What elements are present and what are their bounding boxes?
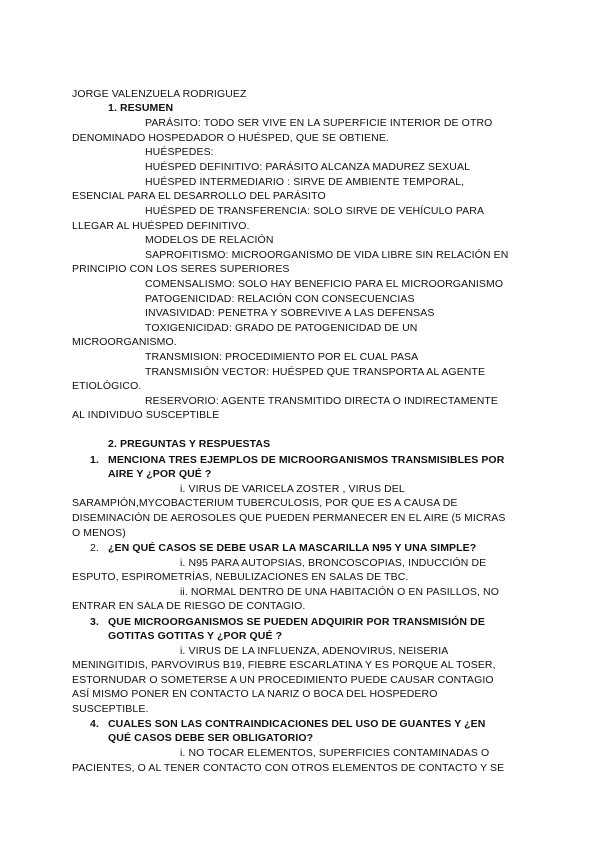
answer-line: ESPUTO, ESPIROMETRÍAS, NEBULIZACIONES EN SALAS DE TBC. <box>72 571 409 583</box>
question-text: CUALES SON LAS CONTRAINDICACIONES DEL USO DE GUANTES Y ¿EN <box>108 718 486 730</box>
answer-line: i. VIRUS DE LA INFLUENZA, ADENOVIRUS, NEISERIA <box>180 645 449 657</box>
question-text: QUÉ CASOS DEBE SER OBLIGATORIO? <box>108 732 314 744</box>
text-line: HUÉSPED DEFINITIVO: PARÁSITO ALCANZA MADUREZ SEXUAL <box>145 161 471 173</box>
answer-line: ii. NORMAL DENTRO DE UNA HABITACIÓN O EN PASILLOS, NO <box>180 586 499 598</box>
section-heading-preguntas: 2. PREGUNTAS Y RESPUESTAS <box>108 438 271 450</box>
question-text: GOTITAS GOTITAS Y ¿POR QUÉ ? <box>108 630 283 642</box>
answer-line: ASÍ MISMO PONER EN CONTACTO LA NARIZ O BOCA DEL HOSPEDERO <box>72 688 438 700</box>
answer-line: PACIENTES, O AL TENER CONTACTO CON OTROS ELEMENTOS DE CONTACTO Y SE <box>72 762 505 774</box>
author-name: JORGE VALENZUELA RODRIGUEZ <box>72 88 247 100</box>
question-number: 4. <box>90 718 99 730</box>
text-line: COMENSALISMO: SOLO HAY BENEFICIO PARA EL MICROORGANISMO <box>145 278 504 290</box>
question-text: ¿EN QUÉ CASOS SE DEBE USAR LA MASCARILLA N95 Y UNA SIMPLE? <box>108 542 477 554</box>
question-number: 1. <box>90 454 99 466</box>
text-line: ETIOLÓGICO. <box>72 380 142 392</box>
text-line: LLEGAR AL HUÉSPED DEFINITIVO. <box>72 220 250 232</box>
question-text: AIRE Y ¿POR QUÉ ? <box>108 468 212 480</box>
text-line: SAPROFITISMO: MICROORGANISMO DE VIDA LIBRE SIN RELACIÓN EN <box>145 249 509 261</box>
question-text: MENCIONA TRES EJEMPLOS DE MICROORGANISMOS TRANSMISIBLES POR <box>108 454 505 466</box>
question-text: QUE MICROORGANISMOS SE PUEDEN ADQUIRIR POR TRANSMISIÓN DE <box>108 616 485 628</box>
answer-line: ESTORNUDAR O SOMETERSE A UN PROCEDIMIENTO PUEDE CAUSAR CONTAGIO <box>72 674 494 686</box>
text-line: PRINCIPIO CON LOS SERES SUPERIORES <box>72 263 290 275</box>
question-number: 2. <box>90 542 99 554</box>
answer-line: ENTRAR EN SALA DE RIESGO DE CONTAGIO. <box>72 600 306 612</box>
answer-line: i. VIRUS DE VARICELA ZOSTER , VIRUS DEL <box>180 483 405 495</box>
text-line: TOXIGENICIDAD: GRADO DE PATOGENICIDAD DE UN <box>145 322 418 334</box>
answer-line: MENINGITIDIS, PARVOVIRUS B19, FIEBRE ESCARLATINA Y ES PORQUE AL TOSER, <box>72 659 496 671</box>
answer-line: i. N95 PARA AUTOPSIAS, BRONCOSCOPIAS, INDUCCIÓN DE <box>180 557 487 569</box>
text-line: MODELOS DE RELACIÓN <box>145 234 274 246</box>
text-line: AL INDIVIDUO SUSCEPTIBLE <box>72 409 220 421</box>
text-line: MICROORGANISMO. <box>72 336 177 348</box>
answer-line: SARAMPIÓN,MYCOBACTERIUM TUBERCULOSIS, POR QUE ES A CAUSA DE <box>72 497 458 509</box>
text-line: HUÉSPEDES: <box>145 146 214 158</box>
answer-line: i. NO TOCAR ELEMENTOS, SUPERFICIES CONTAMINADAS O <box>180 747 490 759</box>
text-line: RESERVORIO: AGENTE TRANSMITIDO DIRECTA O INDIRECTAMENTE <box>145 395 499 407</box>
text-line: ESENCIAL PARA EL DESARROLLO DEL PARÁSITO <box>72 190 326 202</box>
answer-line: O MENOS) <box>72 527 126 539</box>
text-line: HUÉSPED DE TRANSFERENCIA: SOLO SIRVE DE VEHÍCULO PARA <box>145 205 485 217</box>
answer-line: DISEMINACIÓN DE AEROSOLES QUE PUEDEN PERMANECER EN EL AIRE (5 MICRAS <box>72 512 506 524</box>
text-line: TRANSMISIÓN VECTOR: HUÉSPED QUE TRANSPORTA AL AGENTE <box>145 366 486 378</box>
text-line: DENOMINADO HOSPEDADOR O HUÉSPED, QUE SE OBTIENE. <box>72 132 389 144</box>
text-line: TRANSMISION: PROCEDIMIENTO POR EL CUAL PASA <box>145 351 419 363</box>
text-line: PARÁSITO: TODO SER VIVE EN LA SUPERFICIE INTERIOR DE OTRO <box>145 117 493 129</box>
text-line: INVASIVIDAD: PENETRA Y SOBREVIVE A LAS DEFENSAS <box>145 307 435 319</box>
section-heading-resumen: 1. RESUMEN <box>108 102 174 114</box>
text-line: PATOGENICIDAD: RELACIÓN CON CONSECUENCIAS <box>145 293 415 305</box>
question-number: 3. <box>90 616 99 628</box>
text-line: HUÉSPED INTERMEDIARIO : SIRVE DE AMBIENTE TEMPORAL, <box>145 176 465 188</box>
answer-line: SUSCEPTIBLE. <box>72 703 149 715</box>
